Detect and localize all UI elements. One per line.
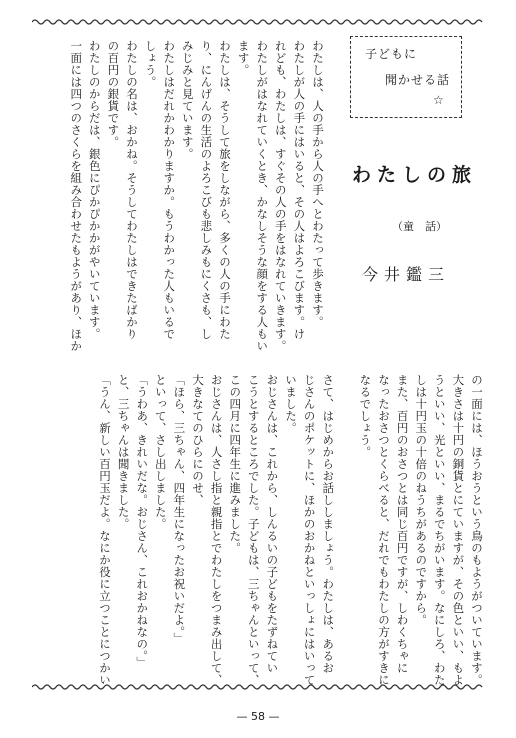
text-column: わたしの名は、おかね。そうしてわたしはできたばかり [125, 40, 139, 340]
text-column: 大きさは十円の銅貨とにていますが、その色といい、もよ [451, 374, 466, 686]
text-column: なるでしょう。 [358, 374, 373, 458]
text-column: しょう。 [143, 40, 158, 88]
text-column: 大きなてのひらにのせ、 [191, 374, 205, 506]
top-wavy-border [32, 18, 484, 26]
author-name: 今井鑑三 [362, 265, 451, 284]
text-column: さて、はじめからお話ししましょう。わたしは、あるお [321, 374, 336, 674]
star-icon: ☆ [433, 93, 445, 107]
text-column: こうとするところでした。子どもは、三ちゃんといって、 [246, 374, 261, 686]
story-title: わたしの旅 [352, 164, 478, 186]
text-column: わたしのからだは、銀色にぴかぴかかがやいています。 [87, 40, 102, 340]
text-column: 一面には四つのさくらを組み合わせたもようがあり、ほか [69, 40, 84, 352]
text-column: り、にんげんの生活のよろこびも悲しみもにくさも、し [199, 40, 214, 340]
series-title-box [350, 36, 462, 118]
text-column: わたしが人の手にはいると、その人はよろこびます。け [292, 40, 307, 340]
series-title-line2: 聞かせる話 [385, 73, 451, 87]
text-column: おじさんは、人さし指と親指とでわたしをつまみ出して、 [209, 374, 224, 686]
text-column: 「ほら、三ちゃん、四年生になったお祝いだよ。」 [172, 374, 187, 645]
text-column: みじみと見ています。 [180, 40, 195, 160]
text-column: じさんのポケットに、ほかのおかねといっしょにはいって [302, 374, 317, 686]
text-column: うといい、光といい、まるでちがいます。なにしろ、わた [432, 374, 447, 686]
text-column: わたしは、人の手から人の手へとわたって歩きます。 [311, 40, 325, 328]
text-column: いました。 [284, 374, 298, 434]
text-column: と、三ちゃんは聞きました。 [116, 374, 131, 530]
page-number: — 58 — [236, 710, 280, 723]
text-column: しは十円玉の十倍のねうちがあるのですから。 [414, 374, 429, 626]
text-column: といって、さし出しました。 [153, 374, 168, 530]
bottom-wavy-border [32, 683, 484, 691]
genre-label: （童 話） [392, 220, 447, 233]
text-column: わたしがはなれていくとき、かなしそうな顔をする人もい [255, 40, 270, 352]
text-column: わたしは、そうして旅をしながら、多くの人の手にわた [218, 40, 232, 340]
text-column: の一面には、ほうおうという鳥のもようがついています。 [470, 374, 484, 686]
text-column: また、百円のおさつとは同じ百円ですが、しわくちゃに [395, 374, 410, 674]
text-column: おじさんは、これから、しんるいの子どもをたずねてい [265, 374, 280, 674]
text-column: れども、わたしは、すぐその人の手をはなれていきます。 [273, 40, 288, 352]
text-column: この四月に四年生に進みました。 [228, 374, 243, 554]
text-column: 「うわあ、きれいだな。おじさん、これおかねなの。」 [135, 374, 150, 669]
text-column: 「うん、新しい百円玉だよ。なにか役に立つことにつかい [98, 374, 112, 686]
text-column: ます。 [236, 40, 251, 76]
text-column: わたしはだれかわかりますか。もうわかった人もいるで [162, 40, 177, 340]
text-column: なったおさつとくらべると、だれでもわたしの方がすきに [377, 374, 391, 686]
text-column: の百円の銀貨です。 [106, 40, 121, 148]
series-title-line1: 子どもに [365, 47, 418, 61]
